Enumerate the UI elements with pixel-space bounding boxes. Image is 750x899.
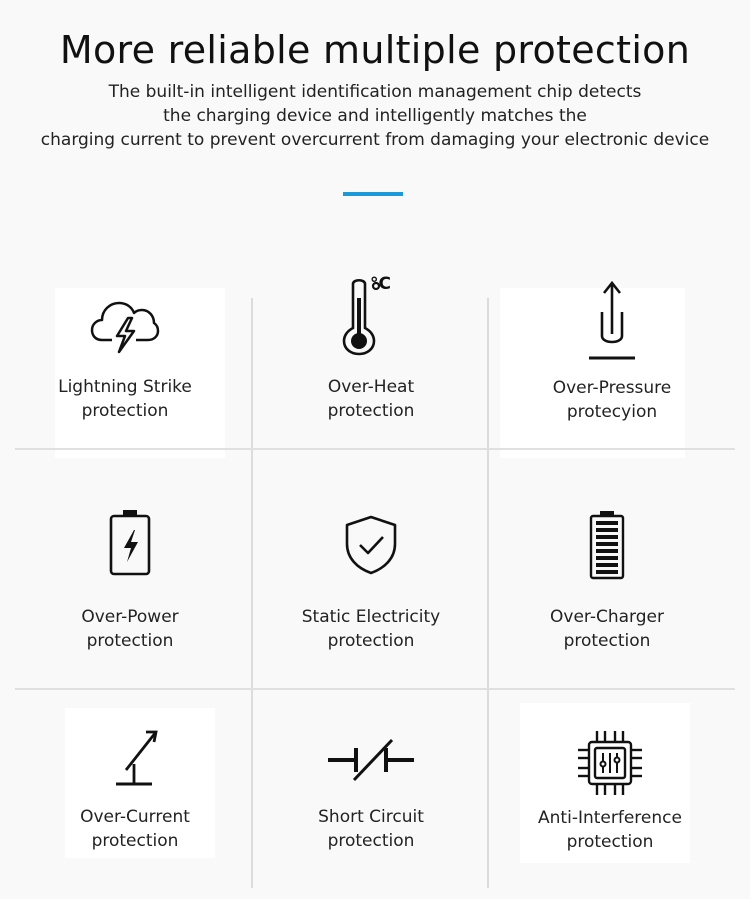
feature-label: protection [566, 832, 654, 852]
page-subtitle [0, 80, 750, 152]
grid-divider [251, 298, 253, 888]
feature-label: Over-Current [80, 807, 190, 827]
feature-label: Static Electricity [301, 607, 441, 627]
feature-label: protection [327, 631, 415, 651]
accent-divider [343, 192, 403, 196]
subtitle-line: charging current to prevent overcurrent from damaging your electronic device [40, 130, 710, 150]
feature-antiinterference [520, 688, 700, 878]
grid-divider [487, 298, 489, 888]
lightning-cloud-icon [90, 296, 160, 362]
feature-label: Lightning Strike [58, 377, 192, 397]
feature-label: protection [327, 831, 415, 851]
subtitle-line: the charging device and intelligently matches the [163, 106, 587, 126]
feature-grid [15, 258, 735, 878]
feature-label: protection [91, 831, 179, 851]
feature-static [291, 448, 451, 688]
page-title: More reliable multiple protection [59, 28, 691, 72]
thermometer-icon [340, 276, 402, 360]
temperature-unit: °C [370, 274, 391, 294]
pressure-arrow-icon [584, 278, 640, 366]
feature-label: protection [86, 631, 174, 651]
short-circuit-icon [326, 738, 416, 786]
feature-label: protecyion [566, 402, 658, 422]
feature-label: Anti-Interference [538, 808, 682, 828]
subtitle-line: The built-in intelligent identification management chip detects [108, 82, 642, 102]
shield-check-icon [343, 514, 399, 580]
feature-label: protection [563, 631, 651, 651]
feature-overheat [291, 258, 451, 448]
feature-label: Over-Pressure [552, 378, 672, 398]
feature-label: Over-Charger [550, 607, 664, 627]
battery-bolt-icon [107, 508, 153, 582]
feature-label: Short Circuit [318, 807, 424, 827]
feature-shortcircuit [291, 688, 451, 878]
feature-overpower [50, 448, 210, 688]
chip-icon [575, 728, 645, 802]
feature-label: protection [327, 401, 415, 421]
feature-overcurrent [55, 688, 215, 878]
feature-label: protection [81, 401, 169, 421]
current-arrow-icon [110, 728, 160, 790]
feature-overpressure [522, 258, 702, 448]
feature-label: Over-Power [81, 607, 179, 627]
feature-lightning [45, 258, 205, 448]
feature-overcharger [527, 448, 687, 688]
feature-label: Over-Heat [327, 377, 415, 397]
battery-full-icon [587, 510, 627, 584]
